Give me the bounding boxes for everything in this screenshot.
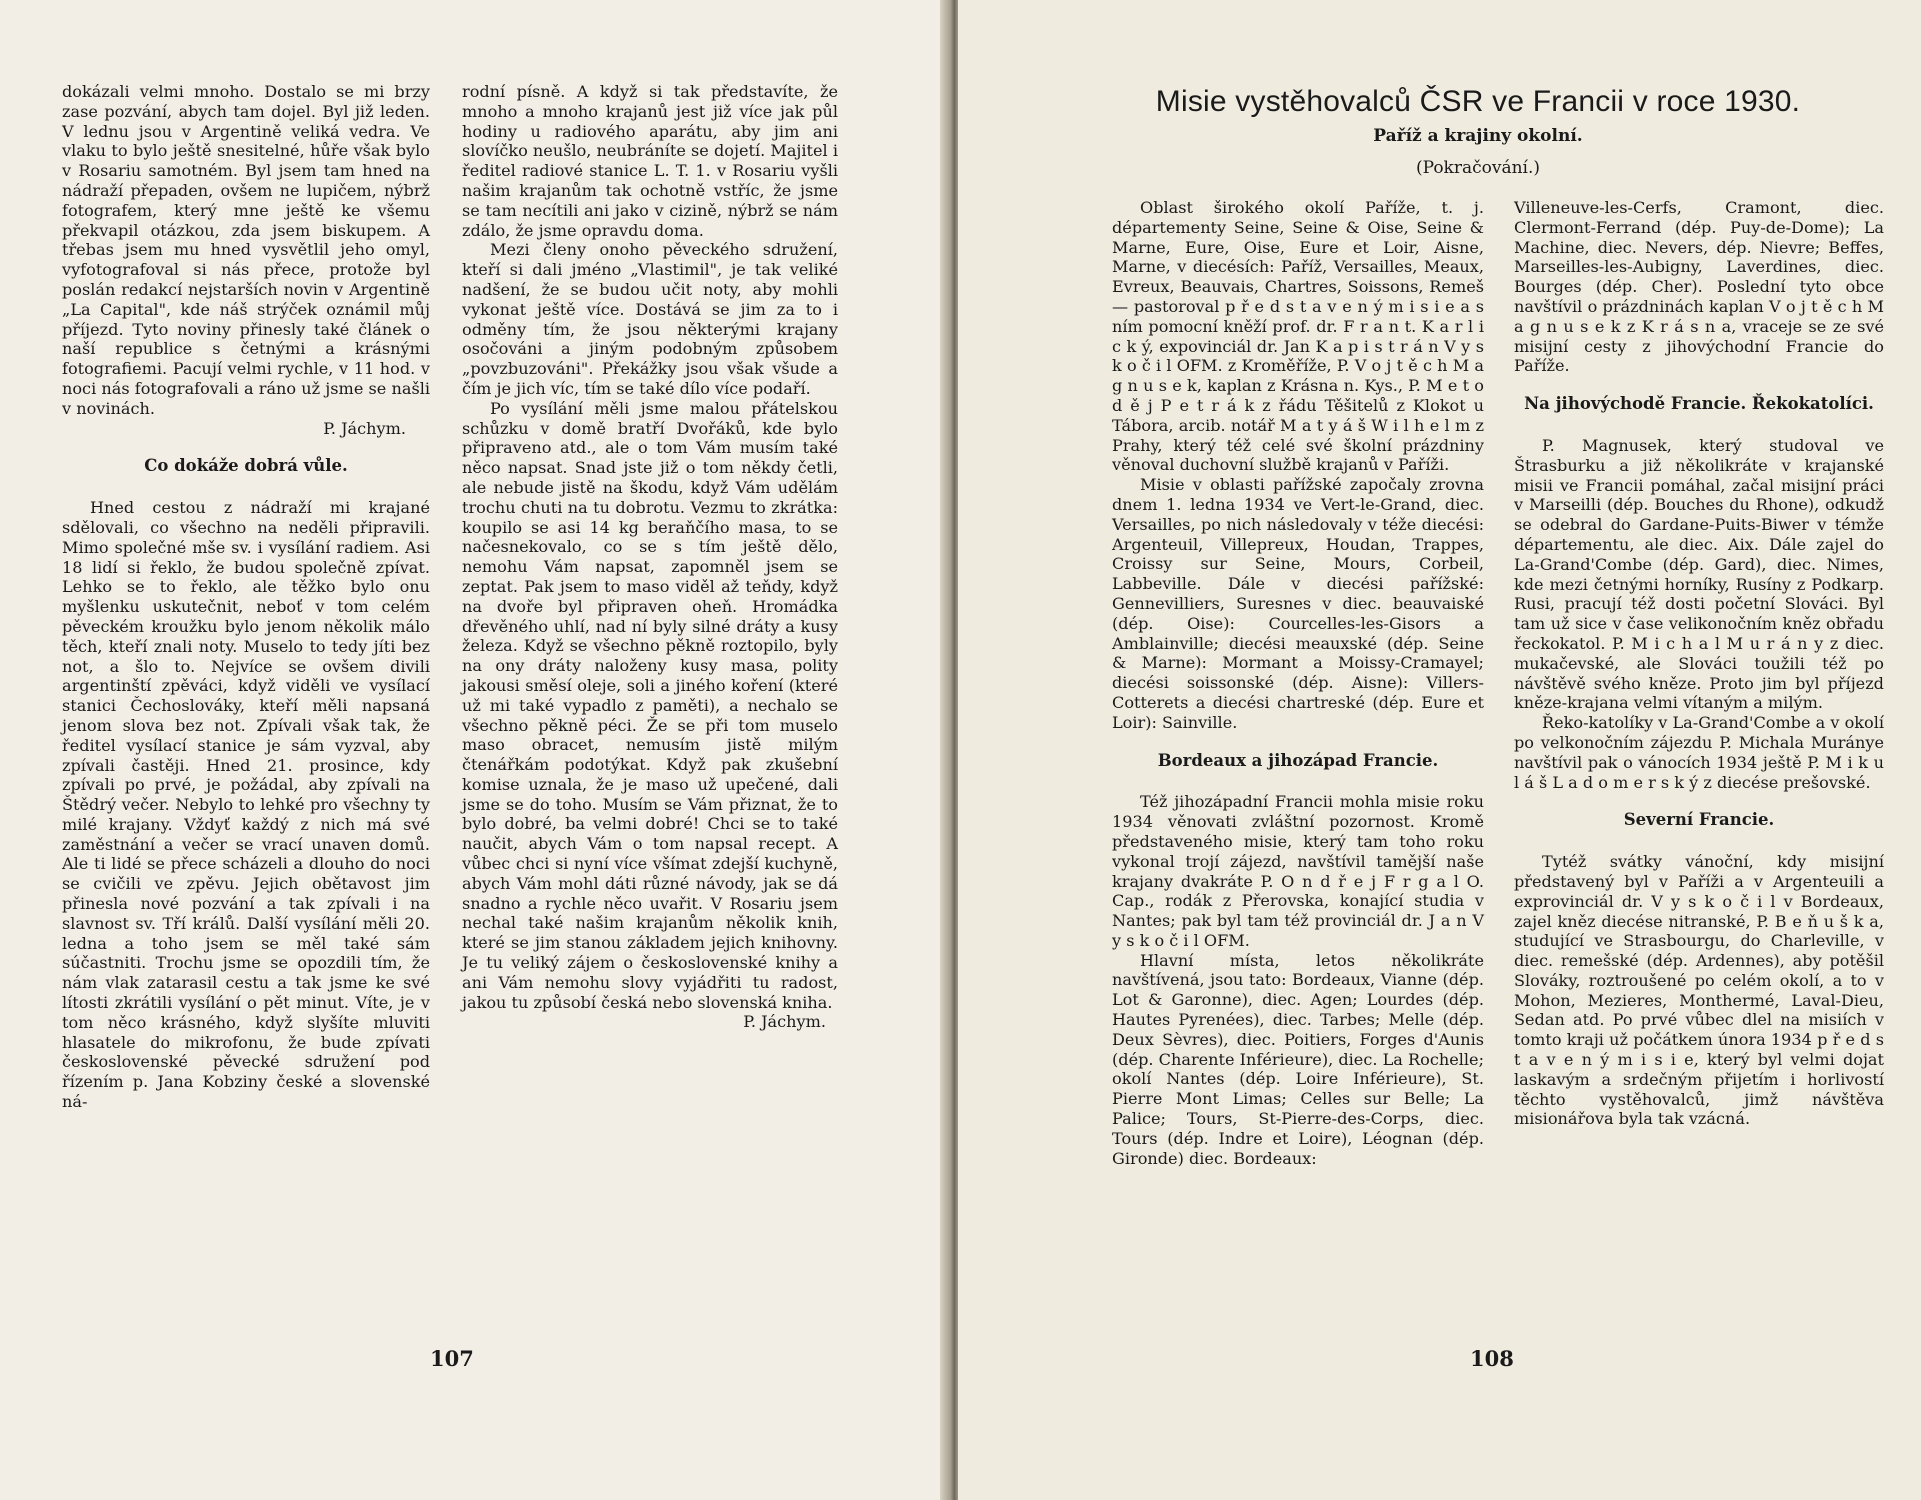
left-column-2: [462, 82, 838, 1032]
section-heading: Bordeaux a jihozápad Francie.: [1157, 750, 1439, 770]
paragraph: Hlavní místa, letos několikráte navštívená, jsou tato: Bordeaux, Vianne (dép. Lot & Garonne), diec. Agen; Lourdes (dép. Hautes Pyrenées), diec. Tarbes; Melle (dép. Deux Sèvres), diec. Poitiers, Forges d'Aunis (dép. Charente Inférieure), diec. La Rochelle; okolí Nantes (dép. Loire Inférieure), St. Pierre Mont Limas; Celles sur Belle; La Palice; Tours, St-Pierre-des-Corps, diec. Tours (dép. Indre et Loire), Léognan (dép. Gironde) diec. Bordeaux:: [1112, 950, 1484, 1168]
section-heading: Co dokáže dobrá vůle.: [144, 456, 348, 476]
right-column-2: [1514, 198, 1884, 1129]
left-column-1: [62, 82, 430, 1112]
paragraph: rodní písně. A když si tak představíte, že mnoho a mnoho krajanů jest již více jak půl hodiny u radiového aparátu, aby jim ani slovíčko neušlo, neubráníte se dojetí. Majitel i ředitel radiové stanice L. T. 1. v Rosariu vyšli našim krajanům tak ochotně vstříc, že jsme se tam necítili ani jako v cizině, nýbrž se nám zdálo, že jsme opravdu doma.: [462, 82, 838, 240]
continuation-note: (Pokračování.): [1415, 158, 1541, 178]
left-page: [0, 0, 952, 1500]
paragraph: Hned cestou z nádraží mi krajané sdělovali, co všechno na neděli připravili. Mimo společné mše sv. i vysílání radiem. Asi 18 lidí si řeklo, že budou společně zpívat. Lehko se to řeklo, ale těžko bylo onu myšlenku uskutečnit, neboť v tom celém pěveckém kroužku bylo jenom několik málo těch, kteří znali noty. Muselo to tedy jíti bez not, a šlo to. Nejvíce se ovšem divili argentinští zpěváci, když viděli ve vysílací stanici Čechoslováky, kteří měli napsaná jenom slova bez not. Zpívali však tak, že ředitel vysílací stanice je sám vyzval, aby zpívali častěji. Hned 21. prosince, kdy zpívali po prvé, je požádal, aby zpívali na Štědrý večer. Nebylo to lehké pro všechny ty milé krajany. Vždyť každý z nich má své zaměstnání a večer se vrací unaven domů. Ale ti lidé se přece scházeli a dlouho do noci se cvičili ve zpěvu. Jejich obětavost jim přinesla nové pozvání a tak zpívali i na slavnost sv. Tří králů. Další vysílání měli 20. ledna a toho jsem se měl také sám súčastniti. Trochu jsme se opozdili tím, že nám vlak zatarasil cestu a tak jsme ke své lítosti zkrátili vysílání o pět minut. Víte, je v tom něco krásného, když slyšíte mluviti hlasatele do mikrofonu, že bude zpívati československé pěvecké sdružení pod řízením p. Jana Kobziny české a slovenské ná-: [62, 498, 430, 1112]
paragraph: Řeko-katolíky v La-Grand'Combe a v okolí po velkonočním zájezdu P. Michala Murányе navštívil pak o vánocích 1934 ještě P. M i k u l á š L a d o m e r s k ý z diecése prešovské.: [1514, 713, 1884, 792]
paragraph: Též jihozápadní Francii mohla misie roku 1934 věnovati zvláštní pozornost. Kromě představeného misie, který tam toho roku vykonal trojí zájezd, navštívil tamější naše krajany dvakráte P. O n d ř e j F r g a l O. Cap., rodák z Přerovska, konající studia v Nantes; pak byl tam též provinciál dr. J a n V y s k o č i l OFM.: [1112, 792, 1484, 950]
page-number: 107: [430, 1346, 474, 1371]
paragraph: dokázali velmi mnoho. Dostalo se mi brzy zase pozvání, abych tam dojel. Byl již leden. V lednu jsou v Argentině veliká vedra. Ve vlaku to bylo ještě snesitelné, hůře však bylo v Rosariu samotném. Byl jsem tam hned na nádraží přepaden, ovšem ne lupičem, nýbrž fotografem, který mne ještě ke všemu překvapil otázkou, zda jsem biskupem. A třebas jsem mu hned vysvětlil jeho omyl, vyfotografoval si nás přece, protože byl poslán redakcí nejstarších novin v Argentině „La Capital", kde náš strýček oznámil můj příjezd. Tyto noviny přinesly také článek o naší republice s četnými a krásnými fotografiemi. Pacují velmi rychle, v 11 hod. v noci nás fotografovali a ráno už jsme se našli v novinách.: [62, 82, 430, 418]
section-heading: Severní Francie.: [1623, 810, 1775, 830]
page-number: 108: [1470, 1346, 1514, 1371]
section-heading: Na jihovýchodě Francie. Řekokatolíci.: [1524, 394, 1874, 414]
signature: P. Jáchym.: [743, 1012, 826, 1032]
article-title: Misie vystěhovalců ČSR ve Francii v roce 1930.: [1155, 85, 1801, 118]
paragraph: Misie v oblasti pařížské započaly zrovna dnem 1. ledna 1934 ve Vert-le-Grand, diec. Versailles, po nich následovaly v téže diecési: Argenteuil, Villepreux, Houdan, Trappes, Croissy sur Seine, Mours, Corbeil, Labbeville. Dále v diecési pařížské: Gennevilliers, Suresnes v diec. beauvaiské (dép. Oise): Courcelles-les-Gisors a Amblainville; diecési meauxské (dép. Seine & Marne): Mormant a Moissy-Cramayel; diecési soissonské (dép. Aisne): Villers-Cotterets a diecési chartreské (dép. Eure et Loir): Sainville.: [1112, 475, 1484, 732]
signature: P. Jáchym.: [323, 418, 406, 438]
paragraph: Tytéž svátky vánoční, kdy misijní představený byl v Paříži a v Argenteuili a exprovinciál dr. V y s k o č i l v Bordeaux, zajel kněz diecése nitranské, P. B e ň u š k a, studující ve Strasbourgu, do Charleville, v diec. remešské (dép. Ardennes), aby potěšil Slováky, roztroušené po celém okolí, a to v Mohon, Mezieres, Monthermé, Laval-Dieu, Sedan atd. Po prvé vůbec dlel na misiích v tomto kraji už počátkem února 1934 p ř e d s t a v e n ý m i s i e, který byl velmi dojat laskavým a srdečným přijetím i horlivostí těchto vystěhovalců, jimž návštěva misionářova byla tak vzácná.: [1514, 852, 1884, 1129]
right-column-1: [1112, 198, 1484, 1168]
paragraph: Villeneuve-les-Cerfs, Cramont, diec. Clermont-Ferrand (dép. Puy-de-Dome); La Machine, diec. Nevers, dép. Nievre; Beffes, Marseilles-les-Aubigny, Laverdines, diec. Bourges (dép. Cher). Poslední tyto obce navštívil o prázdninách kaplan V o j t ě c h M a g n u s e k z K r á s n a, vraceje se ze své misijní cesty z jihovýchodní Francie do Paříže.: [1514, 198, 1884, 376]
paragraph: Po vysílání měli jsme malou přátelskou schůzku v domě bratří Dvořáků, kde bylo připraveno atd., ale o tom Vám musím také něco napsat. Snad jste již o tom někdy četli, ale nebude jistě na škodu, když Vám udělám trochu chuti na tu dobrotu. Vezmu to zkrátka: koupilo se asi 14 kg beraňčího masa, to se načesnekovalo, co se s tím ještě dělo, nemohu Vám napsat, zapomněl jsem se zeptat. Pak jsem to maso viděl až teňdy, když na dvoře byl připraven oheň. Hromádka dřevěného uhlí, nad ní byly silné dráty a kusy železa. Když se všechno pěkně roztopilo, byly na ony dráty naloženy kusy masa, polity jakousi směsí oleje, soli a jiného koření (které už mi také vypadlo z paměti), a nechalo se všechno pěkně péci. Že se při tom muselo maso obracet, nemusím jistě milým čtenářkám podotýkat. Když pak zkušební komise uznala, že je maso už upečené, dali jsme se do toho. Musím se Vám přiznat, že to bylo dobré, ba velmi dobré! Chci se to také naučit, abych Vám o tom napsal recept. A vůbec chci si nyní více všímat zdejší kuchyně, abych Vám mohl dáti různé návody, jak se dá snadno a rychle něco uvařit. V Rosariu jsem nechal také našim krajanům několik knih, které se jim stanou základem jejich knihovny. Je tu veliký zájem o československé knihy a ani Vám nemohu slovy vyjádřiti tu radost, jakou tu způsobí česká nebo slovenská kniha.: [462, 398, 838, 1012]
article-subtitle: Paříž a krajiny okolní.: [1373, 126, 1583, 146]
paragraph: P. Magnusek, který studoval ve Štrasburku a již několikráte v krajanské misii ve Francii pomáhal, začal misijní práci v Marseilli (dép. Bouches du Rhone), odkudž se odebral do Gardane-Puits-Biwer v témže départementu, ale diec. Aix. Dále zajel do La-Grand'Combe (dép. Gard), diec. Nimes, kde mezi četnými horníky, Rusíny z Podkarp. Rusi, pracují též dosti početní Slováci. Byl tam už sice v čase velikonočním kněz obřadu řeckokatol. P. M i c h a l M u r á n y z diec. mukačevské, ale Slováci toužili též po návštěvě svého kněze. Proto jim byl příjezd kněze-krajana velmi vítaným a milým.: [1514, 435, 1884, 713]
paragraph: Mezi členy onoho pěveckého sdružení, kteří si dali jméno „Vlastimil", je tak veliké nadšení, že se budou učit noty, aby mohli vykonat ještě více. Dostává se jim za to i odměny tím, že jsou některými krajany osočováni a jiným podobným způsobem „povzbuzováni". Překážky jsou však všude a čím je jich víc, tím se také dílo více podaří.: [462, 240, 838, 398]
paragraph: Oblast širokého okolí Paříže, t. j. départementy Seine, Seine & Oise, Seine & Marne, Eure, Oise, Eure et Loir, Aisne, Marne, v diecésích: Paříž, Versailles, Meaux, Evreux, Beauvais, Chartres, Soissons, Remeš — pastoroval p ř e d s t a v e n ý m i s i e a s ním pomocní kněží prof. dr. F r a n t. K a r l i c k ý, expovinciál dr. Jan K a p i s t r á n V y s k o č i l OFM. z Kroměříže, P. V o j t ě c h M a g n u s e k, kaplan z Krásna n. Kys., P. M e t o d ě j P e t r á k z řádu Těšitelů z Klokot u Tábora, arcib. notář M a t y á š W i l h e l m z Prahy, který též celé své školní prázdniny věnoval duchovní službě krajanů v Paříži.: [1112, 198, 1484, 475]
